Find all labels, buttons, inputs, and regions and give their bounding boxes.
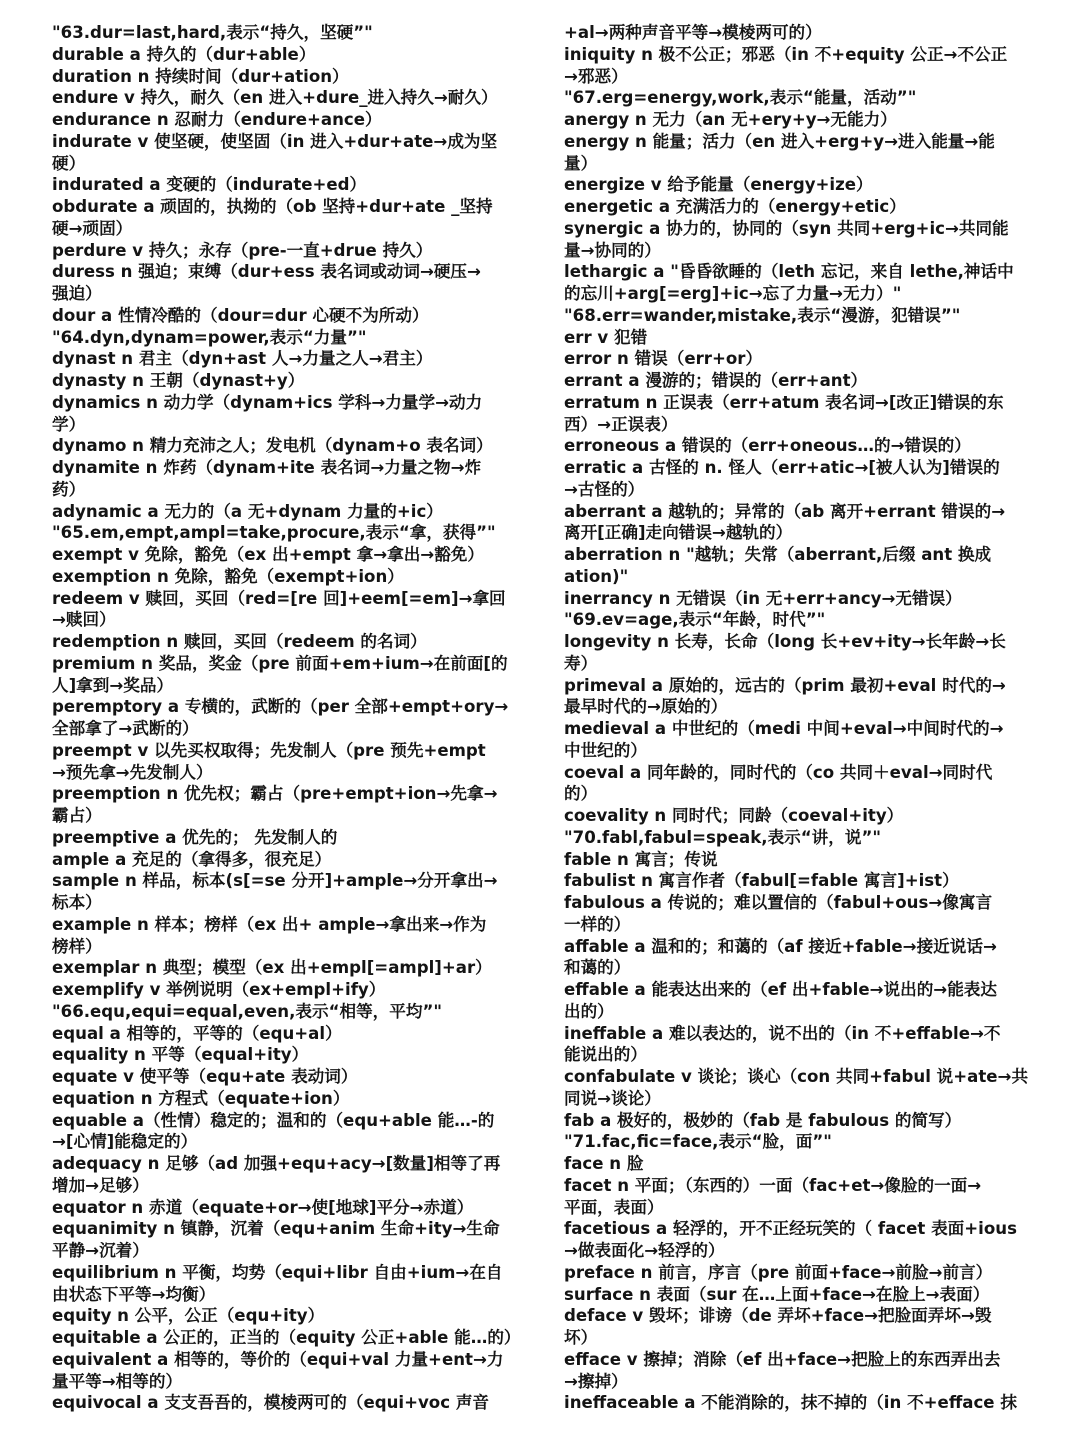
entry-line: efface v 擦掉；消除（ef 出+face→把脸上的东西弄出去 <box>564 1349 1001 1369</box>
entry-line: dynamo n 精力充沛之人；发电机（dynam+o 表名词） <box>52 436 493 456</box>
entry-line: 坏） <box>564 1328 598 1347</box>
root-heading-line: "67.erg=energy,work,表示“能量，活动”" <box>564 88 917 108</box>
entry-line: preface n 前言，序言（pre 前面+face→前脸→前言） <box>564 1262 993 1282</box>
entry-line: fabulous a 传说的；难以置信的（fabul+ous→像寓言 <box>564 893 993 912</box>
entry-line: equality n 平等（equal+ity） <box>52 1045 309 1065</box>
entry-line: redeem v 赎回，买回（red=[re 回]+eem[=em]→拿回 <box>52 588 506 608</box>
entry-line: exemplar n 典型；模型（ex 出+empl[=ampl]+ar） <box>52 958 492 978</box>
entry-line: 离开[正确]走向错误→越轨的） <box>564 523 793 543</box>
entry-line: 量平等→相等的） <box>52 1371 183 1391</box>
entry-line: endurance n 忍耐力（endure+ance） <box>52 110 382 129</box>
entry-line: preemption n 优先权；霸占（pre+empt+ion→先拿→ <box>52 784 498 804</box>
entry-line: 同说→谈论） <box>564 1088 661 1108</box>
entry-line: peremptory a 专横的，武断的（per 全部+empt+ory→ <box>52 697 509 717</box>
entry-line: →[心情]能稳定的） <box>52 1132 198 1152</box>
entry-line: 平面，表面） <box>564 1197 664 1217</box>
entry-line: medieval a 中世纪的（medi 中间+eval→中间时代的→ <box>564 719 1004 738</box>
entry-line: redemption n 赎回，买回（redeem 的名词） <box>52 632 427 651</box>
entry-line: equator n 赤道（equate+or→使[地球]平分→赤道） <box>52 1197 474 1217</box>
entry-line: ineffable a 难以表达的，说不出的（in 不+effable→不 <box>564 1023 1001 1043</box>
entry-line: 的忘川+arg[=erg]+ic→忘了力量→无力）" <box>564 284 902 303</box>
entry-line: inerrancy n 无错误（in 无+err+ancy→无错误） <box>564 588 962 608</box>
entry-line: 学） <box>52 414 86 434</box>
entry-line: sample n 样品，标本(s[=se 分开]+ample→分开拿出→ <box>52 871 498 891</box>
entry-line: synergic a 协力的，协同的（syn 共同+erg+ic→共同能 <box>564 218 1009 238</box>
entry-line: 的） <box>564 784 598 804</box>
entry-line: fab a 极好的，极妙的（fab 是 fabulous 的简写） <box>564 1110 962 1130</box>
entry-line: perdure v 持久；永存（pre-一直+drue 持久） <box>52 240 433 260</box>
root-heading-line: "66.equ,equi=equal,even,表示“相等，平均”" <box>52 1001 443 1021</box>
entry-line: primeval a 原始的，远古的（prim 最初+eval 时代的→ <box>564 675 1006 695</box>
entry-line: aberration n "越轨；失常（aberrant,后缀 ant 换成 <box>564 545 992 564</box>
entry-line: erroneous a 错误的（err+oneous…的→错误的） <box>564 436 971 456</box>
entry-line: 增加→足够） <box>52 1175 149 1195</box>
entry-line: preempt v 以先买权取得；先发制人（pre 预先+empt <box>52 740 486 760</box>
entry-line: aberrant a 越轨的；异常的（ab 离开+errant 错误的→ <box>564 501 1006 521</box>
entry-line: errant a 漫游的；错误的（err+ant） <box>564 371 868 390</box>
entry-line: exempt v 免除，豁免（ex 出+empt 拿→拿出→豁免） <box>52 545 484 564</box>
entry-line: 强迫） <box>52 284 102 303</box>
entry-line: dynasty n 王朝（dynast+y） <box>52 371 305 390</box>
entry-line: 标本） <box>52 893 102 912</box>
entry-line: indurated a 变硬的（indurate+ed） <box>52 175 367 195</box>
entry-line: 药） <box>52 479 86 499</box>
entry-line: ineffaceable a 不能消除的，抹不掉的（in 不+efface 抹 <box>564 1393 1017 1413</box>
entry-line: →古怪的） <box>564 479 645 499</box>
entry-line: coevality n 同时代；同龄（coeval+ity） <box>564 806 904 825</box>
entry-line: iniquity n 极不公正；邪恶（in 不+equity 公正→不公正 <box>564 44 1008 64</box>
entry-line: adequacy n 足够（ad 加强+equ+acy→[数量]相等了再 <box>52 1154 501 1173</box>
entry-line: energize v 给予能量（energy+ize） <box>564 175 873 195</box>
entry-line: fable n 寓言；传说 <box>564 849 718 869</box>
entry-line: 能说出的） <box>564 1045 647 1065</box>
entry-line: indurate v 使坚硬，使坚固（in 进入+dur+ate→成为坚 <box>52 131 498 151</box>
entry-line: +al→两种声音平等→模棱两可的） <box>564 23 822 42</box>
entry-line: 西）→正误表） <box>564 414 678 434</box>
entry-line: →擦掉） <box>564 1371 628 1391</box>
entry-line: confabulate v 谈论；谈心（con 共同+fabul 说+ate→共 <box>564 1067 1029 1086</box>
entry-line: equate v 使平等（equ+ate 表动词） <box>52 1067 358 1086</box>
entry-line: dynamics n 动力学（dynam+ics 学科→力量学→动力 <box>52 392 483 412</box>
entry-line: 硬→顽固） <box>52 218 133 238</box>
entry-line: lethargic a "昏昏欲睡的（leth 忘记，来自 lethe,神话中 <box>564 262 1014 282</box>
root-heading-line: "64.dyn,dynam=power,表示“力量”" <box>52 327 367 347</box>
entry-line: 人]拿到→奖品） <box>52 675 174 695</box>
entry-line: →赎回） <box>52 610 116 630</box>
entry-line: anergy n 无力（an 无+ery+y→无能力） <box>564 110 897 129</box>
root-heading-line: "63.dur=last,hard,表示“持久，坚硬”" <box>52 23 373 42</box>
entry-line: deface v 毁坏；诽谤（de 弄坏+face→把脸面弄坏→毁 <box>564 1306 992 1326</box>
root-heading-line: "69.ev=age,表示“年龄，时代”" <box>564 610 826 630</box>
entry-line: energy n 能量；活力（en 进入+erg+y→进入能量→能 <box>564 131 995 151</box>
entry-line: durable a 持久的（dur+able） <box>52 44 316 64</box>
entry-line: 寿） <box>564 653 598 673</box>
entry-line: affable a 温和的；和蔼的（af 接近+fable→接近说话→ <box>564 936 997 956</box>
entry-line: dour a 性情冷酷的（dour=dur 心硬不为所动） <box>52 305 429 325</box>
root-heading-line: "68.err=wander,mistake,表示“漫游，犯错误”" <box>564 305 961 325</box>
entry-line: duress n 强迫；束缚（dur+ess 表名词或动词→硬压→ <box>52 262 481 282</box>
entry-line: equivocal a 支支吾吾的，模棱两可的（equi+voc 声音 <box>52 1393 490 1413</box>
entry-line: 平静→沉着） <box>52 1241 149 1260</box>
entry-line: equation n 方程式（equate+ion） <box>52 1088 350 1108</box>
entry-line: exemption n 免除，豁免（exempt+ion） <box>52 566 404 586</box>
entry-line: example n 样本；榜样（ex 出+ ample→拿出来→作为 <box>52 914 487 934</box>
entry-line: energetic a 充满活力的（energy+etic） <box>564 197 906 216</box>
entry-line: 霸占） <box>52 806 102 825</box>
entry-line: equity n 公平，公正（equ+ity） <box>52 1306 325 1326</box>
entry-line: longevity n 长寿，长命（long 长+ev+ity→长年龄→长 <box>564 632 1006 651</box>
entry-line: erratic a 古怪的 n. 怪人（err+atic→[被人认为]错误的 <box>564 458 1000 477</box>
entry-line: err v 犯错 <box>564 327 648 347</box>
entry-line: face n 脸 <box>564 1154 644 1173</box>
entry-line: dynamite n 炸药（dynam+ite 表名词→力量之物→炸 <box>52 458 482 477</box>
entry-line: dynast n 君主（dyn+ast 人→力量之人→君主） <box>52 349 433 369</box>
entry-line: equal a 相等的，平等的（equ+al） <box>52 1023 342 1043</box>
entry-line: →邪恶） <box>564 66 628 86</box>
entry-line: facetious a 轻浮的，开不正经玩笑的（ facet 表面+ious <box>564 1219 1017 1239</box>
entry-line: 硬） <box>52 153 86 173</box>
root-heading-line: "71.fac,fic=face,表示“脸，面”" <box>564 1132 832 1152</box>
entry-line: premium n 奖品，奖金（pre 前面+em+ium→在前面[的 <box>52 653 508 673</box>
entry-line: erratum n 正误表（err+atum 表名词→[改正]错误的东 <box>564 392 1004 412</box>
entry-line: preemptive a 优先的； 先发制人的 <box>52 827 338 847</box>
entry-line: 由状态下平等→均衡） <box>52 1284 216 1304</box>
entry-line: 一样的） <box>564 914 631 934</box>
entry-line: equanimity n 镇静，沉着（equ+anim 生命+ity→生命 <box>52 1219 500 1239</box>
entry-line: surface n 表面（sur 在…上面+face→在脸上→表面） <box>564 1284 990 1304</box>
entry-line: →预先拿→先发制人） <box>52 762 213 782</box>
entry-line: ation)" <box>564 566 629 586</box>
entry-line: fabulist n 寓言作者（fabul[=fable 寓言]+ist） <box>564 871 959 891</box>
entry-line: obdurate a 顽固的，执拗的（ob 坚持+dur+ate _坚持 <box>52 197 493 216</box>
entry-line: duration n 持续时间（dur+ation） <box>52 66 349 86</box>
root-heading-line: "65.em,empt,ampl=take,procure,表示“拿，获得”" <box>52 523 496 543</box>
entry-line: 和蔼的） <box>564 958 631 978</box>
entry-line: 最早时代的→原始的） <box>564 697 728 717</box>
entry-line: error n 错误（err+or） <box>564 349 763 369</box>
root-heading-line: "70.fabl,fabul=speak,表示“讲，说”" <box>564 827 881 847</box>
entry-line: 量） <box>564 153 598 173</box>
entry-line: exemplify v 举例说明（ex+empl+ify） <box>52 980 386 999</box>
entry-line: 出的） <box>564 1001 614 1021</box>
entry-line: ample a 充足的（拿得多，很充足） <box>52 849 332 869</box>
right-column <box>564 22 1042 1430</box>
entry-line: 量→协同的） <box>564 240 661 260</box>
entry-line: 全部拿了→武断的） <box>52 719 199 738</box>
entry-line: equilibrium n 平衡，均势（equi+libr 自由+ium→在自 <box>52 1262 503 1282</box>
entry-line: endure v 持久，耐久（en 进入+dure_进入持久→耐久） <box>52 88 498 108</box>
entry-line: adynamic a 无力的（a 无+dynam 力量的+ic） <box>52 501 443 521</box>
left-column <box>52 22 530 1430</box>
entry-line: 榜样） <box>52 936 102 956</box>
entry-line: equitable a 公正的，正当的（equity 公正+able 能…的） <box>52 1328 521 1347</box>
entry-line: →做表面化→轻浮的） <box>564 1241 725 1260</box>
entry-line: equivalent a 相等的，等价的（equi+val 力量+ent→力 <box>52 1349 504 1369</box>
entry-line: facet n 平面；（东西的）一面（fac+et→像脸的一面→ <box>564 1175 982 1195</box>
entry-line: 中世纪的） <box>564 740 647 760</box>
entry-line: equable a（性情）稳定的；温和的（equ+able 能…-的 <box>52 1110 495 1130</box>
entry-line: effable a 能表达出来的（ef 出+fable→说出的→能表达 <box>564 980 997 999</box>
entry-line: coeval a 同年龄的，同时代的（co 共同＋eval→同时代 <box>564 762 993 782</box>
